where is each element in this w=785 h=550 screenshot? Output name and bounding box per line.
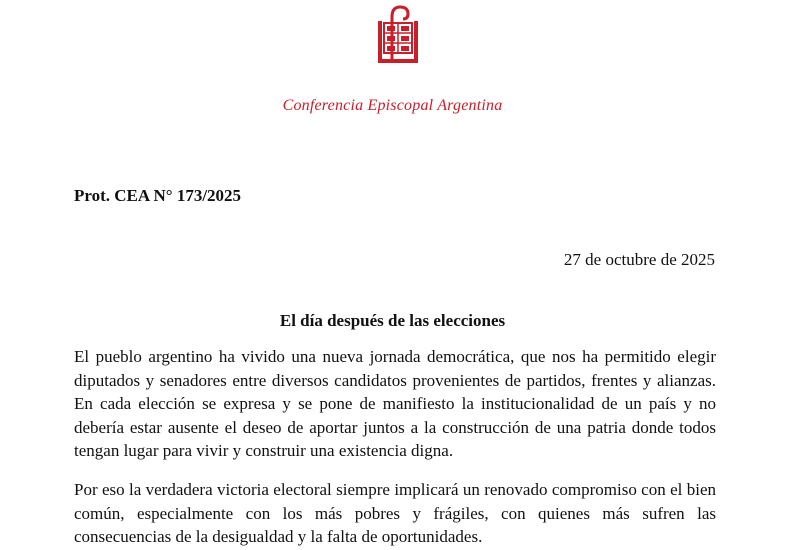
episcopal-logo xyxy=(372,3,424,69)
protocol-number: Prot. CEA N° 173/2025 xyxy=(74,186,242,205)
document-title: El día después de las elecciones xyxy=(279,311,506,330)
document-date: 27 de octubre de 2025 xyxy=(563,250,715,269)
body-paragraph-1: El pueblo argentino ha vivido una nueva jornada democrática, que nos ha permitido elegir diputados y senadores entre diversos candidatos provenientes de partidos, frentes y alianzas. En cada elección se expresa y se pone de manifiesto la institucionalidad de un país y no debería estar ausente el deseo de aportar juntos a la construcción de una patria donde todos tengan lugar para vivir y construir una existencia digna. xyxy=(74,347,716,460)
body-paragraph-2: Por eso la verdadera victoria electoral siempre implicará un renovado compromiso con el bien común, especialmente con los más pobres y frágiles, con quienes más sufren las consecuencias de la desigualdad y la falta de oportunidades. xyxy=(74,480,716,546)
organization-name: Conferencia Episcopal Argentina xyxy=(282,97,503,114)
